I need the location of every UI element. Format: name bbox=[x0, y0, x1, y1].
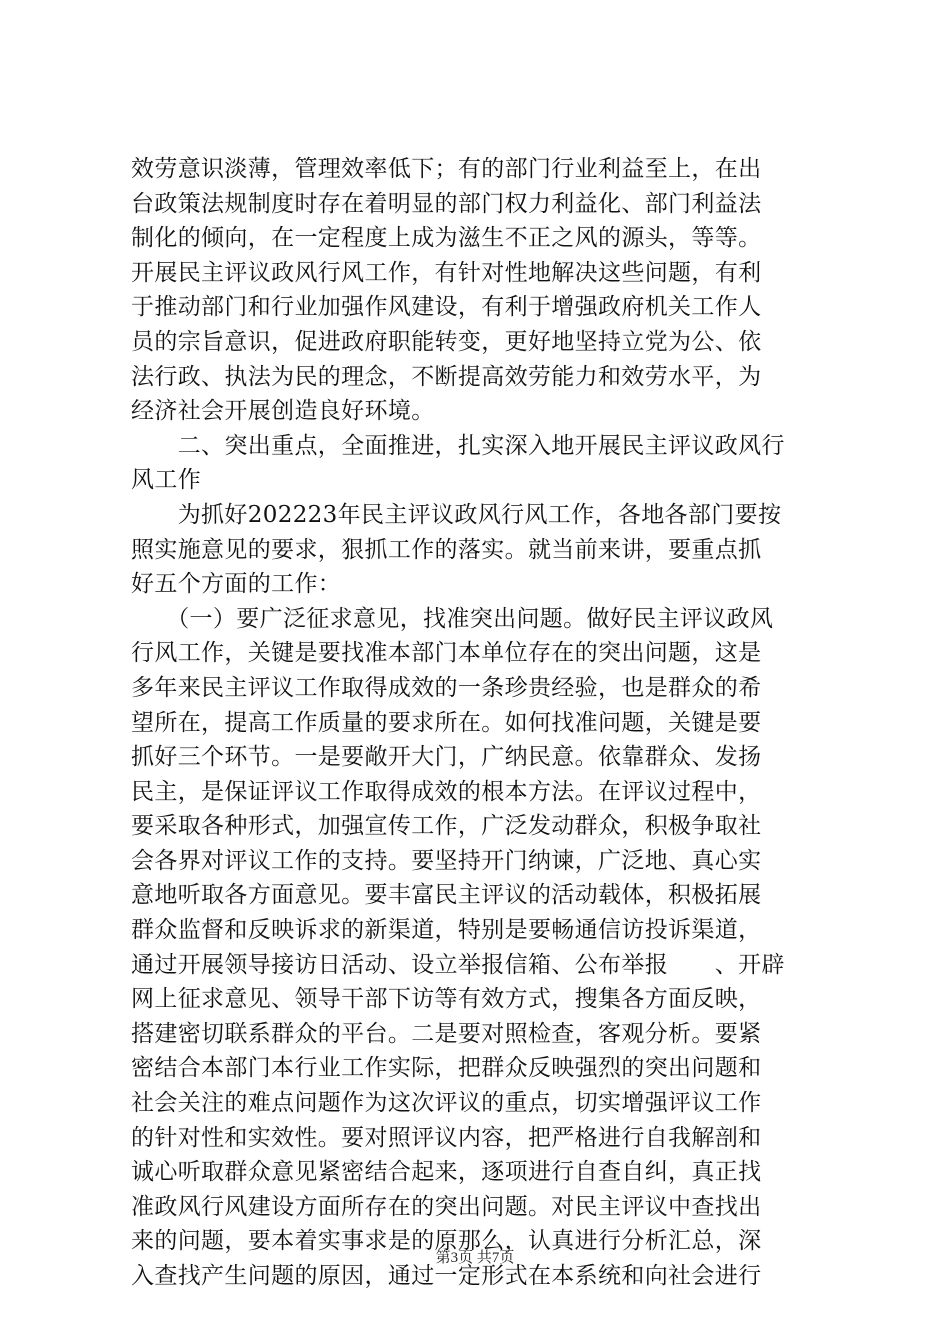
text-line: 密结合本部门本行业工作实际，把群众反映强烈的突出问题和 bbox=[131, 1055, 762, 1082]
text-line: 行风工作，关键是要找准本部门本单位存在的突出问题，这是 bbox=[131, 640, 762, 667]
text-line: 会各界对评议工作的支持。要坚持开门纳谏，广泛地、真心实 bbox=[131, 847, 762, 874]
text-line: 照实施意见的要求，狠抓工作的落实。就当前来讲，要重点抓 bbox=[131, 536, 762, 563]
text-line: 通过开展领导接访日活动、设立举报信箱、公布举报 、开辟 bbox=[131, 951, 785, 978]
text-line: 法行政、执法为民的理念，不断提高效劳能力和效劳水平，为 bbox=[131, 363, 762, 390]
text-line: 员的宗旨意识，促进政府职能转变，更好地坚持立党为公、依 bbox=[131, 328, 762, 355]
text-line: 社会关注的难点问题作为这次评议的重点，切实增强评议工作 bbox=[131, 1090, 762, 1117]
text-line: 于推动部门和行业加强作风建设，有利于增强政府机关工作人 bbox=[131, 294, 762, 321]
text-line: 台政策法规制度时存在着明显的部门权力利益化、部门利益法 bbox=[131, 190, 762, 217]
text-line: 为抓好202223年民主评议政风行风工作，各地各部门要按 bbox=[131, 501, 782, 528]
text-line: 抓好三个环节。一是要敞开大门，广纳民意。依靠群众、发扬 bbox=[131, 744, 762, 771]
text-line: 意地听取各方面意见。要丰富民主评议的活动载体，积极拓展 bbox=[131, 882, 762, 909]
text-line: 望所在，提高工作质量的要求所在。如何找准问题，关键是要 bbox=[131, 709, 762, 736]
text-line: 搭建密切联系群众的平台。二是要对照检查，客观分析。要紧 bbox=[131, 1020, 762, 1047]
text-line: 诚心听取群众意见紧密结合起来，逐项进行自查自纠，真正找 bbox=[131, 1159, 762, 1186]
text-line: 好五个方面的工作： bbox=[131, 571, 342, 598]
text-line: 的针对性和实效性。要对照评议内容，把严格进行自我解剖和 bbox=[131, 1124, 762, 1151]
text-line: 多年来民主评议工作取得成效的一条珍贵经验，也是群众的希 bbox=[131, 674, 762, 701]
text-line: 群众监督和反映诉求的新渠道，特别是要畅通信访投诉渠道， bbox=[131, 917, 762, 944]
text-line: 经济社会开展创造良好环境。 bbox=[131, 398, 435, 425]
text-line: 风工作 bbox=[131, 467, 202, 494]
text-line: （一）要广泛征求意见，找准突出问题。做好民主评议政风 bbox=[131, 605, 774, 632]
text-line: 准政风行风建设方面所存在的突出问题。对民主评议中查找出 bbox=[131, 1193, 762, 1220]
page-footer: 第3页 共7页 bbox=[435, 1250, 515, 1266]
text-line: 网上征求意见、领导干部下访等有效方式，搜集各方面反映， bbox=[131, 986, 762, 1013]
text-line: 民主，是保证评议工作取得成效的根本方法。在评议过程中， bbox=[131, 778, 762, 805]
text-line: 二、突出重点，全面推进，扎实深入地开展民主评议政风行 bbox=[131, 432, 785, 459]
text-line: 效劳意识淡薄，管理效率低下；有的部门行业利益至上，在出 bbox=[131, 156, 762, 182]
text-line: 开展民主评议政风行风工作，有针对性地解决这些问题，有利 bbox=[131, 259, 762, 286]
text-line: 入查找产生问题的原因，通过一定形式在本系统和向社会进行 bbox=[131, 1263, 762, 1289]
document-body bbox=[131, 152, 831, 1294]
text-line: 制化的倾向，在一定程度上成为滋生不正之风的源头，等等。 bbox=[131, 225, 762, 252]
text-line: 来的问题，要本着实事求是的原那么，认真进行分析汇总，深 bbox=[131, 1228, 762, 1255]
text-line: 要采取各种形式，加强宣传工作，广泛发动群众，积极争取社 bbox=[131, 813, 762, 840]
